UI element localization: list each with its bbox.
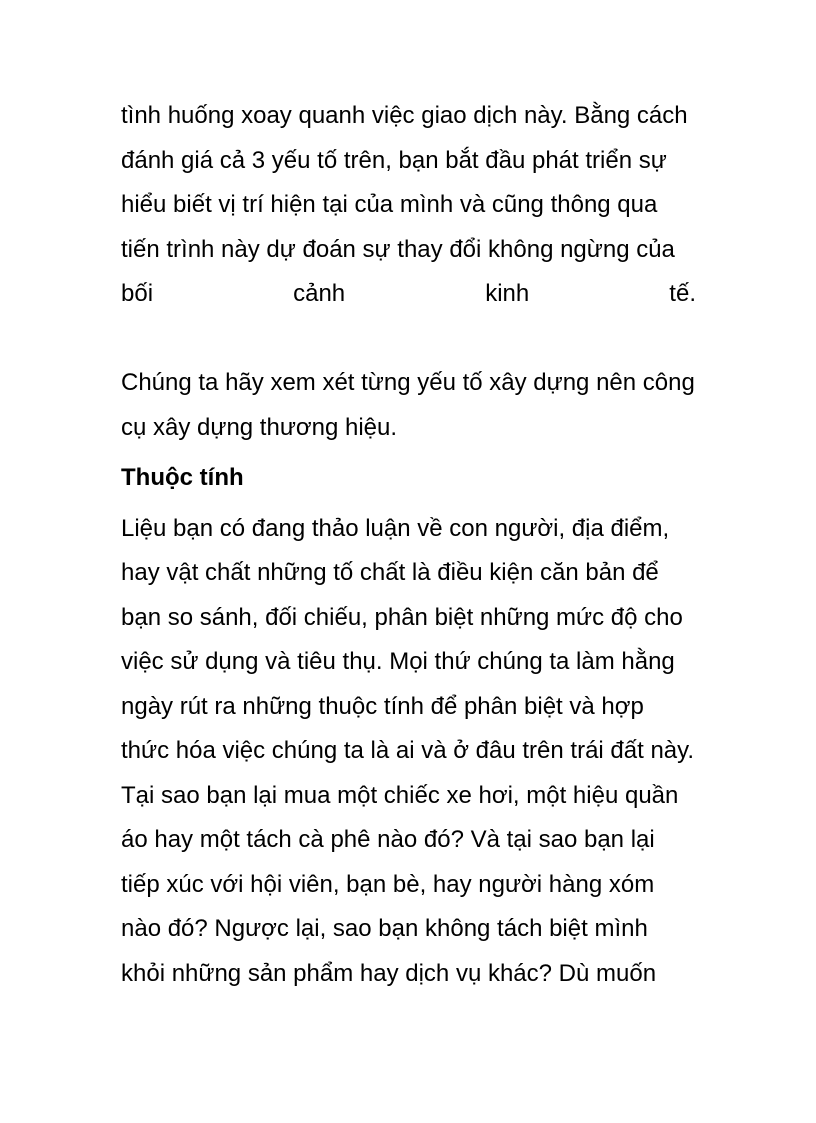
text-line: cụ xây dựng thương hiệu. (121, 413, 398, 441)
word: bối (121, 280, 154, 307)
paragraph-attributes (121, 507, 696, 997)
paragraph-context (121, 94, 696, 317)
text-line: hiểu biết vị trí hiện tại của mình và cũng thông qua (121, 191, 658, 218)
text-line: đánh giá cả 3 yếu tố trên, bạn bắt đầu phát triển sự (121, 146, 667, 174)
text-line: nào đó? Ngược lại, sao bạn không tách biệt mình (121, 915, 648, 942)
word: cảnh (293, 280, 346, 307)
text-line: Liệu bạn có đang thảo luận về con người, địa điểm, (121, 514, 670, 542)
word: tế. (669, 280, 696, 307)
word: kinh (485, 280, 530, 307)
section-heading: Thuộc tính (121, 464, 244, 491)
text-line: hay vật chất những tố chất là điều kiện căn bản để (121, 559, 659, 586)
text-line-justified (121, 272, 696, 317)
text-line: thức hóa việc chúng ta là ai và ở đâu trên trái đất này. (121, 737, 695, 764)
text-line: khỏi những sản phẩm hay dịch vụ khác? Dù muốn (121, 959, 657, 987)
document-body (121, 94, 696, 996)
text-line: Tại sao bạn lại mua một chiếc xe hơi, một hiệu quần (121, 781, 679, 809)
text-line: ngày rút ra những thuộc tính để phân biệt và hợp (121, 692, 644, 720)
text-line: áo hay một tách cà phê nào đó? Và tại sao bạn lại (121, 826, 655, 853)
text-line: Chúng ta hãy xem xét từng yếu tố xây dựng nên công (121, 369, 695, 396)
paragraph-intro (121, 361, 696, 450)
text-line: việc sử dụng và tiêu thụ. Mọi thứ chúng ta làm hằng (121, 648, 675, 675)
text-line: tình huống xoay quanh việc giao dịch này. Bằng cách (121, 102, 688, 129)
paragraph-spacer (121, 317, 696, 362)
text-line: bạn so sánh, đối chiếu, phân biệt những mức độ cho (121, 603, 683, 631)
text-line: tiến trình này dự đoán sự thay đổi không ngừng của (121, 235, 675, 263)
text-line: tiếp xúc với hội viên, bạn bè, hay người hàng xóm (121, 870, 655, 898)
